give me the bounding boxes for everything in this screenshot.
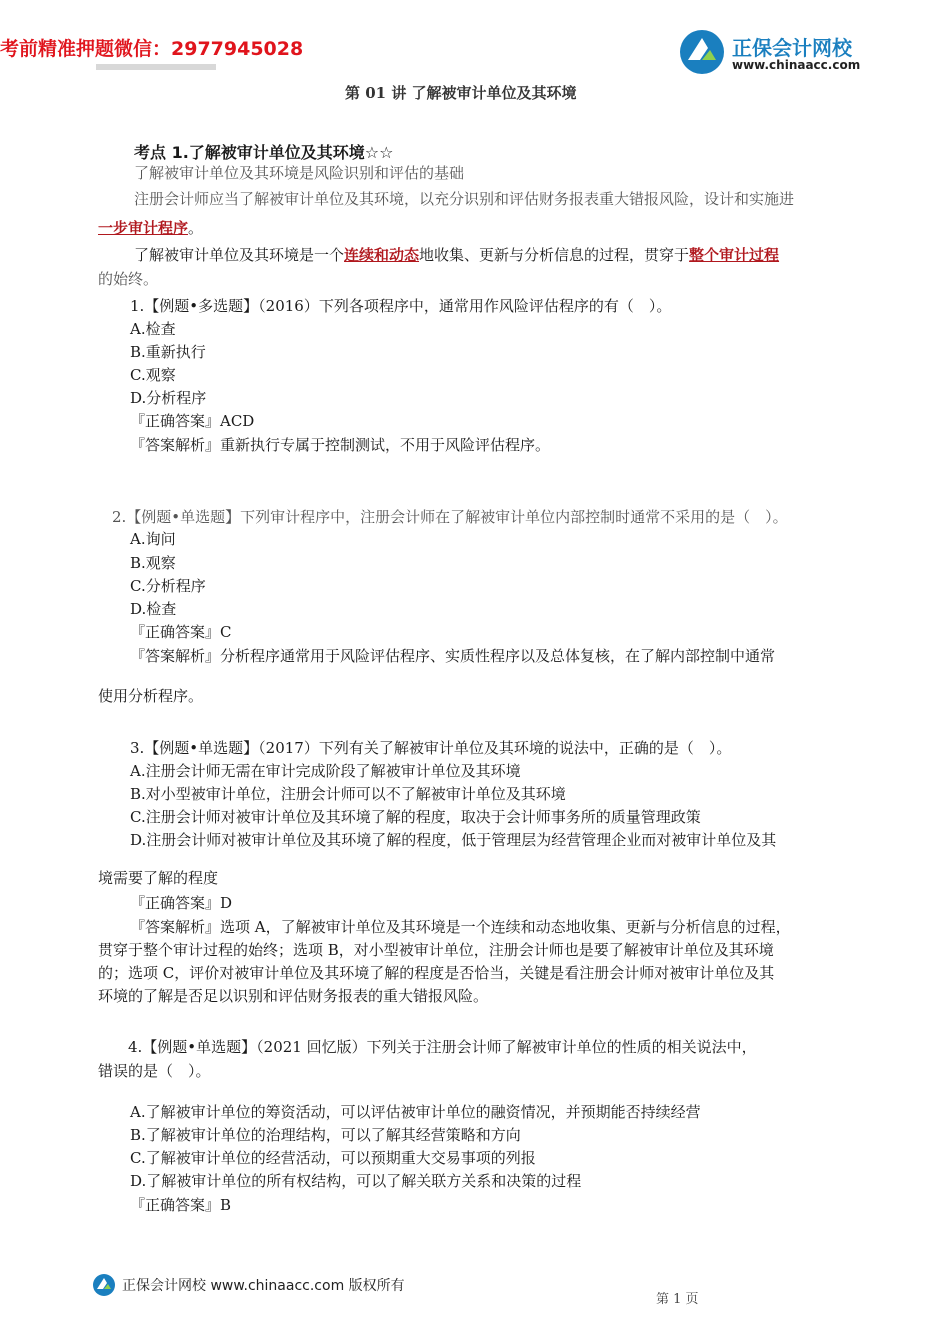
option: B.重新执行 bbox=[130, 343, 206, 361]
clipped-text-line: 了解被审计单位及其环境是风险识别和评估的基础 bbox=[134, 164, 465, 182]
section-heading: 考点 1.了解被审计单位及其环境☆☆ bbox=[134, 143, 394, 162]
lecture-title: 第 01 讲 了解被审计单位及其环境 bbox=[345, 84, 577, 102]
watermark-text: 考前精准押题微信：2977945028 bbox=[0, 38, 304, 60]
option: B.观察 bbox=[130, 554, 176, 572]
answer-analysis-cont: 贯穿于整个审计过程的始终；选项 B，对小型被审计单位，注册会计师也是要了解被审计单位及其环境 bbox=[98, 941, 774, 959]
question-stem: 3.【例题•单选题】（2017）下列有关了解被审计单位及其环境的说法中，正确的是（ ）。 bbox=[130, 739, 732, 757]
answer-analysis-cont: 环境的了解是否足以识别和评估财务报表的重大错报风险。 bbox=[98, 987, 489, 1005]
question-stem: 1.【例题•多选题】（2016）下列各项程序中，通常用作风险评估程序的有（ ）。 bbox=[130, 297, 672, 315]
correct-answer: 『正确答案』ACD bbox=[130, 412, 255, 430]
correct-answer: 『正确答案』C bbox=[130, 623, 232, 641]
correct-answer: 『正确答案』D bbox=[130, 894, 233, 912]
option: C.注册会计师对被审计单位及其环境了解的程度，取决于会计师事务所的质量管理政策 bbox=[130, 808, 701, 826]
option: D.检查 bbox=[130, 600, 177, 618]
option-cont: 境需要了解的程度 bbox=[98, 869, 219, 887]
option: C.分析程序 bbox=[130, 577, 206, 595]
option: A.了解被审计单位的筹资活动，可以评估被审计单位的融资情况，并预期能否持续经营 bbox=[130, 1103, 701, 1121]
page-number: 第 1 页 bbox=[656, 1292, 699, 1307]
option: A.检查 bbox=[130, 320, 176, 338]
option: C.了解被审计单位的经营活动，可以预期重大交易事项的列报 bbox=[130, 1149, 536, 1167]
clipped-question-stem: 2.【例题•单选题】下列审计程序中，注册会计师在了解被审计单位内部控制时通常不采用的是（ ）。 bbox=[112, 508, 788, 526]
option: C.观察 bbox=[130, 366, 176, 384]
option: D.分析程序 bbox=[130, 389, 207, 407]
footer-logo-icon bbox=[92, 1273, 116, 1297]
footer-copyright: 正保会计网校 www.chinaacc.com 版权所有 bbox=[122, 1278, 405, 1294]
paragraph-line bbox=[98, 217, 203, 239]
option: D.了解被审计单位的所有权结构，可以了解关联方关系和决策的过程 bbox=[130, 1172, 582, 1190]
answer-analysis: 『答案解析』选项 A，了解被审计单位及其环境是一个连续和动态地收集、更新与分析信息的过程， bbox=[130, 918, 791, 936]
highlight-term: 一步审计程序 bbox=[98, 219, 189, 237]
option: D.注册会计师对被审计单位及其环境了解的程度，低于管理层为经营管理企业而对被审计单位及其 bbox=[130, 831, 777, 849]
brand-name: 正保会计网校 bbox=[732, 36, 852, 60]
highlight-term: 连续和动态 bbox=[344, 246, 420, 264]
text-span: 。 bbox=[188, 219, 204, 237]
answer-analysis: 『答案解析』分析程序通常用于风险评估程序、实质性程序以及总体复核，在了解内部控制中通常 bbox=[130, 647, 776, 665]
clipped-header-fragment bbox=[96, 64, 216, 70]
correct-answer: 『正确答案』B bbox=[130, 1196, 232, 1214]
text-span: 地收集、更新与分析信息的过程，贯穿于 bbox=[419, 246, 690, 264]
answer-analysis-cont: 使用分析程序。 bbox=[98, 687, 204, 705]
question-stem-cont: 错误的是（ ）。 bbox=[98, 1062, 211, 1080]
answer-analysis-cont: 的；选项 C，评价对被审计单位及其环境了解的程度是否恰当，关键是看注册会计师对被审计单位及其 bbox=[98, 964, 775, 982]
paragraph-line bbox=[134, 244, 779, 266]
option: A.询问 bbox=[130, 530, 176, 548]
highlight-term: 整个审计过程 bbox=[689, 246, 780, 264]
option: B.对小型被审计单位，注册会计师可以不了解被审计单位及其环境 bbox=[130, 785, 566, 803]
answer-analysis: 『答案解析』重新执行专属于控制测试，不用于风险评估程序。 bbox=[130, 436, 551, 454]
text-span: 了解被审计单位及其环境是一个 bbox=[134, 246, 345, 264]
option: A.注册会计师无需在审计完成阶段了解被审计单位及其环境 bbox=[130, 762, 521, 780]
clipped-text-line: 的始终。 bbox=[98, 270, 159, 288]
option: B.了解被审计单位的治理结构，可以了解其经营策略和方向 bbox=[130, 1126, 521, 1144]
question-stem: 4.【例题•单选题】（2021 回忆版）下列关于注册会计师了解被审计单位的性质的相关说法中， bbox=[128, 1038, 757, 1056]
clipped-text-line: 注册会计师应当了解被审计单位及其环境，以充分识别和评估财务报表重大错报风险，设计和实施进 bbox=[134, 190, 795, 208]
brand-url: www.chinaacc.com bbox=[732, 58, 861, 72]
